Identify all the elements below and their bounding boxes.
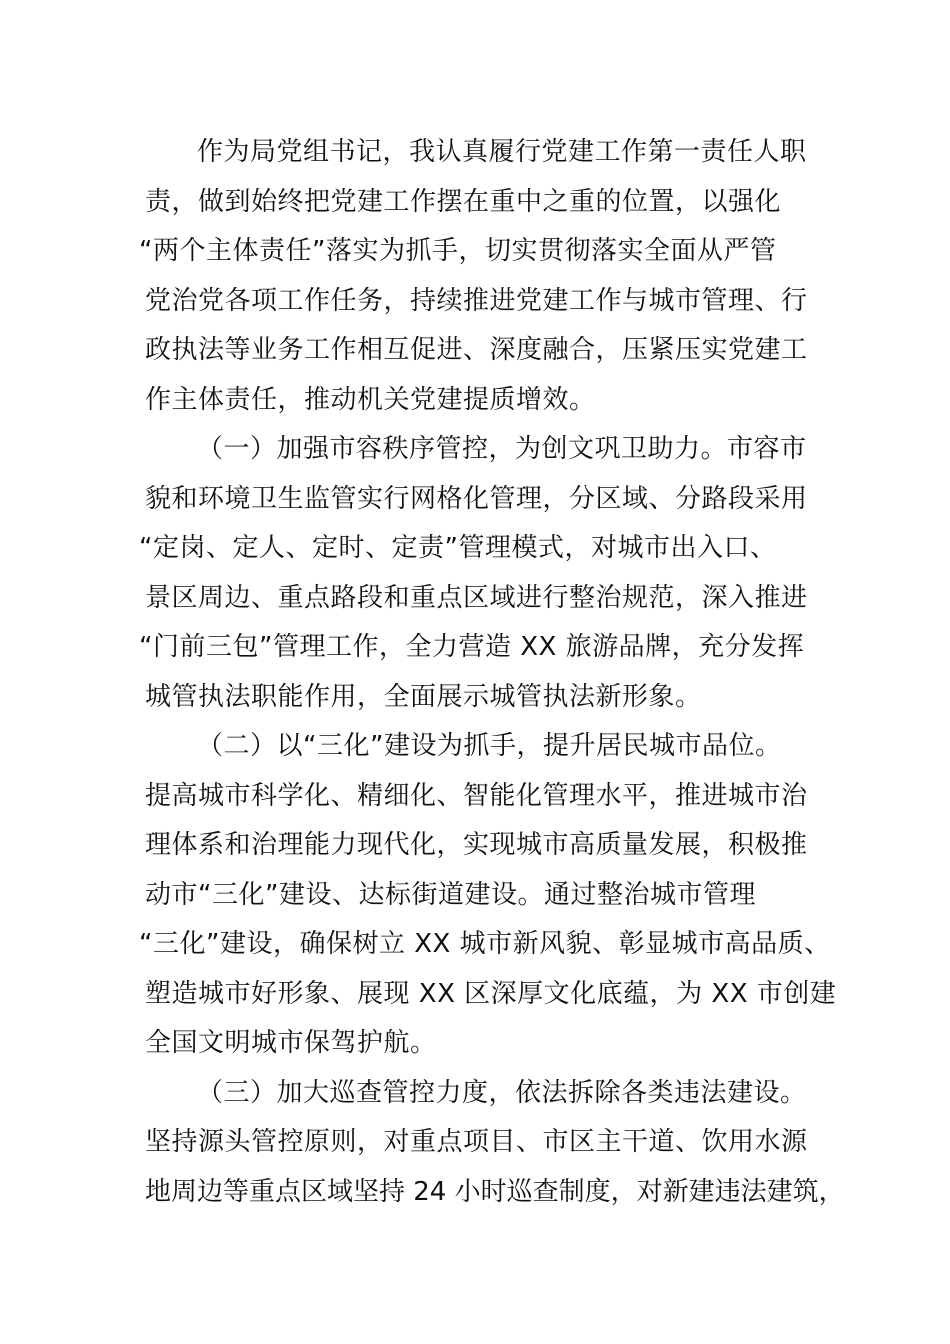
paragraph-1-line-5: 政执法等业务工作相互促进、深度融合，压紧压实党建工 bbox=[145, 335, 808, 365]
paragraph-1-line-1: 作为局党组书记，我认真履行党建工作第一责任人职 bbox=[197, 137, 807, 167]
paragraph-2-line-2: 貌和环境卫生监管实行网格化管理，分区域、分路段采用 bbox=[145, 483, 808, 514]
paragraph-1-line-6: 作主体责任，推动机关党建提质增效。 bbox=[145, 384, 596, 415]
paragraph-2-line-4: 景区周边、重点路段和重点区域进行整治规范，深入推进 bbox=[145, 582, 808, 613]
paragraph-4-line-2: 坚持源头管控原则，对重点项目、市区主干道、饮用水源 bbox=[145, 1127, 808, 1157]
paragraph-3-line-5: “三化”建设，确保树立 XX 城市新风貌、彰显城市高品质、 bbox=[139, 929, 831, 959]
paragraph-3-line-7: 全国文明城市保驾护航。 bbox=[145, 1028, 437, 1058]
paragraph-3-line-2: 提高城市科学化、精细化、智能化管理水平，推进城市治 bbox=[145, 780, 808, 811]
paragraph-2-line-5: “门前三包”管理工作，全力营造 XX 旅游品牌，充分发挥 bbox=[139, 632, 805, 662]
document-body bbox=[139, 128, 845, 1217]
paragraph-2-line-6: 城管执法职能作用，全面展示城管执法新形象。 bbox=[145, 681, 702, 712]
paragraph-3-line-6: 塑造城市好形象、展现 XX 区深厚文化底蕴，为 XX 市创建 bbox=[145, 978, 837, 1009]
paragraph-4-line-3: 地周边等重点区域坚持 24 小时巡查制度，对新建违法建筑， bbox=[145, 1176, 845, 1207]
paragraph-4-line-1: （三）加大巡查管控力度，依法拆除各类违法建设。 bbox=[197, 1077, 807, 1108]
paragraph-3-line-1: （二）以“三化”建设为抓手，提升居民城市品位。 bbox=[197, 731, 782, 761]
paragraph-1-line-3: “两个主体责任”落实为抓手，切实贯彻落实全面从严管 bbox=[139, 236, 777, 266]
paragraph-1-line-4: 党治党各项工作任务，持续推进党建工作与城市管理、行 bbox=[145, 285, 808, 316]
paragraph-2-line-1: （一）加强市容秩序管控，为创文巩卫助力。市容市 bbox=[197, 434, 807, 464]
paragraph-3-line-4: 动市“三化”建设、达标街道建设。通过整治城市管理 bbox=[145, 879, 756, 910]
paragraph-3-line-3: 理体系和治理能力现代化，实现城市高质量发展，积极推 bbox=[145, 830, 808, 860]
paragraph-1-line-2: 责，做到始终把党建工作摆在重中之重的位置，以强化 bbox=[145, 186, 782, 217]
paragraph-2-line-3: “定岗、定人、定时、定责”管理模式，对城市出入口、 bbox=[139, 533, 777, 563]
